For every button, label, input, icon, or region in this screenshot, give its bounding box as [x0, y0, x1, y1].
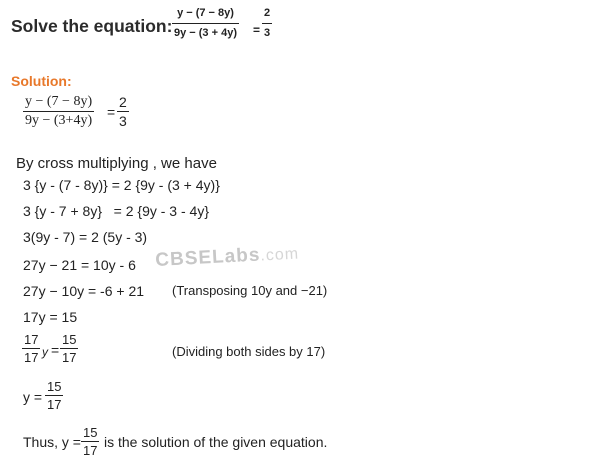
title-equals: = — [253, 23, 261, 37]
solution-heading: Solution: — [11, 73, 72, 89]
result-denominator: 17 — [47, 397, 62, 412]
solution-numerator: y − (7 − 8y) — [25, 94, 93, 109]
divide-rhs-denominator: 17 — [62, 350, 77, 365]
watermark-logo — [155, 243, 300, 272]
result-lhs: y = — [23, 389, 43, 405]
conclusion-denominator: 17 — [83, 443, 98, 458]
page-title: Solve the equation: — [11, 16, 173, 36]
divide-variable: y — [42, 345, 48, 359]
step-line: 3 {y - 7 + 8y} = 2 {9y - 3 - 4y} — [23, 203, 209, 219]
title-denominator: 9y − (3 + 4y) — [174, 27, 237, 39]
watermark-text: CBSELabs — [154, 244, 261, 272]
step-line: 17y = 15 — [23, 309, 78, 325]
divide-equals: = — [51, 342, 60, 358]
conclusion-numerator: 15 — [83, 425, 98, 440]
divide-lhs-fraction — [22, 333, 40, 364]
solution-fraction-rhs — [117, 95, 129, 128]
step-line: 3 {y - (7 - 8y)} = 2 {9y - (3 + 4y)} — [23, 177, 220, 193]
title-fraction-rhs — [262, 8, 272, 39]
conclusion-pre: Thus, y = — [23, 434, 81, 450]
transpose-note: (Transposing 10y and −21) — [172, 283, 328, 298]
solution-rhs-numerator: 2 — [119, 94, 127, 110]
solution-rhs-denominator: 3 — [119, 113, 127, 129]
title-rhs-numerator: 2 — [264, 7, 271, 19]
solution-denominator: 9y − (3+4y) — [25, 113, 93, 128]
cross-multiply-text: By cross multiplying , we have — [16, 155, 217, 172]
step-line: 27y − 21 = 10y - 6 — [23, 257, 136, 273]
step-line: 27y − 10y = -6 + 21 — [23, 283, 145, 299]
result-numerator: 15 — [47, 379, 62, 394]
divide-note: (Dividing both sides by 17) — [172, 344, 326, 359]
conclusion-post: is the solution of the given equation. — [104, 434, 328, 450]
solution-fraction-lhs — [23, 95, 94, 128]
divide-rhs-fraction — [60, 333, 78, 364]
title-fraction-lhs — [172, 8, 239, 39]
title-rhs-denominator: 3 — [264, 27, 271, 39]
solution-equals: = — [107, 104, 116, 120]
divide-lhs-denominator: 17 — [24, 350, 39, 365]
title-numerator: y − (7 − 8y) — [177, 7, 234, 19]
conclusion-fraction — [81, 426, 99, 457]
divide-rhs-numerator: 15 — [62, 332, 77, 347]
step-line: 3(9y - 7) = 2 (5y - 3) — [23, 229, 148, 245]
divide-lhs-numerator: 17 — [24, 332, 39, 347]
watermark-domain: .com — [260, 245, 300, 265]
result-fraction — [45, 380, 63, 411]
